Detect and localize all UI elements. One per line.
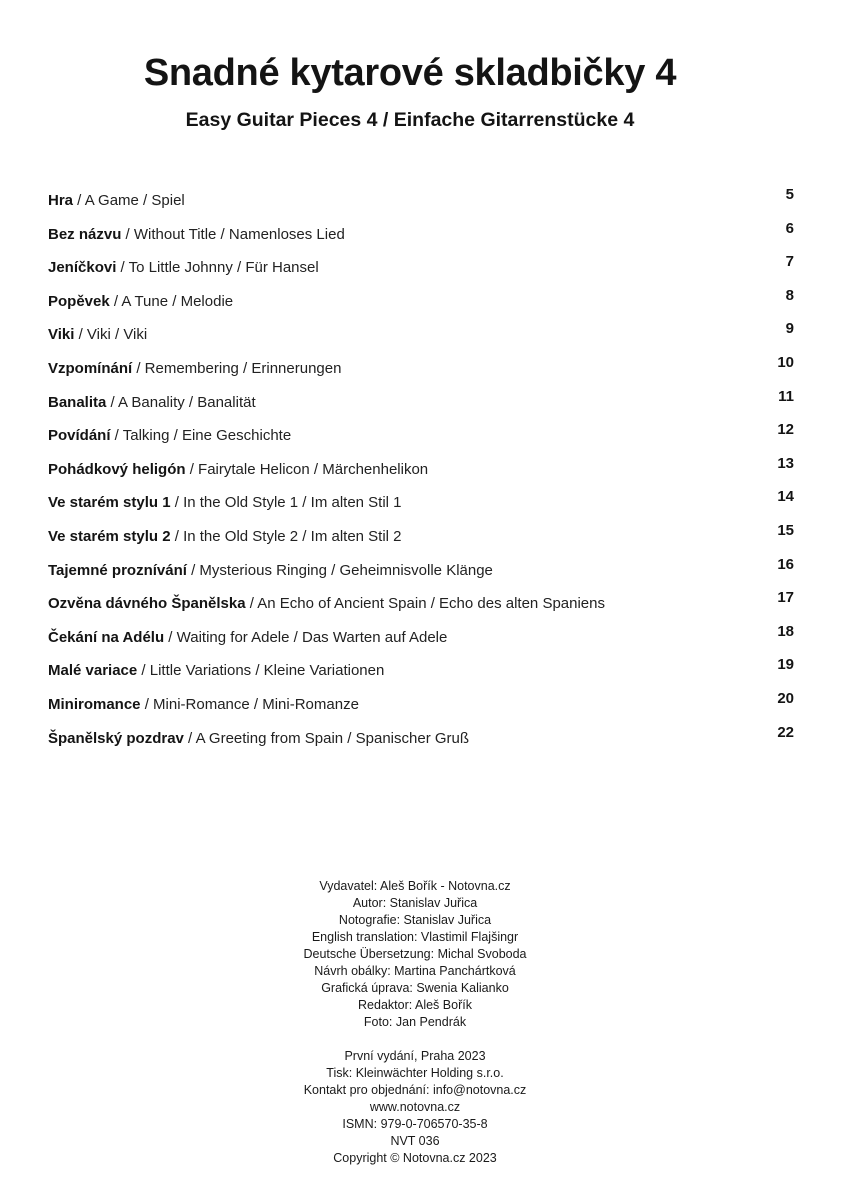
toc-title-translations: / Talking / Eine Geschichte	[110, 427, 292, 445]
table-of-contents	[48, 186, 794, 757]
toc-title-translations: / A Banality / Banalität	[106, 393, 256, 411]
toc-title-translations: / Fairytale Helicon / Märchenhelikon	[185, 460, 429, 478]
toc-title-cz: Ozvěna dávného Španělska	[48, 595, 246, 613]
toc-title-cz: Pohádkový heligón	[48, 460, 186, 478]
toc-title-translations: / Remembering / Erinnerungen	[132, 359, 342, 377]
toc-page-number: 16	[777, 555, 794, 573]
toc-title-cz: Čekání na Adélu	[48, 628, 165, 646]
toc-title-translations: / A Game / Spiel	[73, 192, 185, 209]
toc-page-number: 14	[777, 488, 794, 506]
toc-entry	[48, 556, 794, 590]
publication-line: Copyright © Notovna.cz 2023	[333, 1151, 497, 1165]
toc-page-number: 12	[777, 421, 794, 439]
page-title: Snadné kytarové skladbičky 4	[143, 52, 677, 94]
toc-title-translations: / Viki / Viki	[74, 326, 148, 344]
toc-title-translations: / In the Old Style 1 / Im alten Stil 1	[170, 494, 402, 512]
toc-page-number: 18	[777, 622, 794, 640]
credit-line: Notografie: Stanislav Juřica	[338, 913, 492, 927]
toc-page-number: 13	[777, 454, 794, 472]
toc-page-number: 17	[777, 589, 794, 607]
toc-entry	[48, 690, 794, 724]
toc-page-number: 22	[777, 723, 794, 741]
toc-title-cz: Jeníčkovi	[48, 259, 117, 277]
toc-title-translations: / A Tune / Melodie	[109, 292, 234, 310]
toc-page-number: 11	[778, 387, 794, 405]
toc-title-cz: Hra	[48, 192, 74, 209]
toc-entry	[48, 220, 794, 254]
toc-title-translations: / A Greeting from Spain / Spanischer Gruß	[183, 729, 470, 747]
toc-page-number: 19	[777, 656, 794, 674]
toc-title-translations: / In the Old Style 2 / Im alten Stil 2	[170, 527, 402, 545]
publication-line: www.notovna.cz	[369, 1100, 461, 1114]
toc-title-cz: Tajemné proznívání	[48, 561, 187, 579]
toc-title-translations: / Waiting for Adele / Das Warten auf Adele	[164, 628, 448, 646]
publication-line: Tisk: Kleinwächter Holding s.r.o.	[326, 1066, 504, 1080]
colophon	[0, 878, 830, 1167]
toc-page-number: 9	[785, 320, 794, 338]
credit-line: Autor: Stanislav Juřica	[352, 896, 478, 910]
toc-page-number: 15	[777, 521, 794, 539]
toc-entry	[48, 522, 794, 556]
credit-line: Foto: Jan Pendrák	[363, 1015, 467, 1029]
toc-title-translations: / Mini-Romance / Mini-Romanze	[140, 695, 359, 713]
toc-page-number: 6	[785, 219, 794, 237]
credit-line: Deutsche Übersetzung: Michal Svoboda	[303, 947, 527, 961]
toc-page-number: 10	[777, 353, 794, 371]
publication-line: První vydání, Praha 2023	[344, 1049, 486, 1063]
toc-title-cz: Viki	[48, 326, 75, 344]
toc-title-cz: Vzpomínání	[48, 359, 133, 377]
page-subtitle: Easy Guitar Pieces 4 / Einfache Gitarrenstücke 4	[185, 109, 635, 131]
toc-title-cz: Bez názvu	[48, 225, 122, 243]
credit-line: Grafická úprava: Swenia Kalianko	[321, 981, 509, 995]
credit-line: English translation: Vlastimil Flajšingr	[311, 930, 519, 944]
toc-entry	[48, 421, 794, 455]
toc-entry	[48, 388, 794, 422]
publication-line: NVT 036	[390, 1134, 440, 1148]
toc-entry	[48, 287, 794, 321]
credit-line: Návrh obálky: Martina Panchártková	[314, 964, 516, 978]
toc-page-number: 5	[785, 186, 794, 203]
toc-entry	[48, 589, 794, 623]
toc-title-cz: Ve starém stylu 1	[48, 494, 171, 512]
toc-title-cz: Španělský pozdrav	[48, 729, 184, 747]
toc-entry	[48, 186, 794, 220]
toc-title-cz: Banalita	[48, 393, 107, 411]
spacer	[0, 1031, 830, 1048]
toc-title-cz: Miniromance	[48, 695, 141, 713]
publication-line: Kontakt pro objednání: info@notovna.cz	[303, 1083, 527, 1097]
toc-title-cz: Malé variace	[48, 662, 138, 680]
toc-entry	[48, 623, 794, 657]
toc-entry	[48, 656, 794, 690]
toc-title-translations: / To Little Johnny / Für Hansel	[116, 259, 319, 277]
toc-title-translations: / Little Variations / Kleine Variationen	[137, 662, 385, 680]
toc-title-cz: Povídání	[48, 427, 111, 445]
toc-page-number: 8	[785, 286, 794, 304]
toc-entry	[48, 320, 794, 354]
publication-line: ISMN: 979-0-706570-35-8	[342, 1117, 488, 1131]
toc-entry	[48, 488, 794, 522]
credit-line: Redaktor: Aleš Bořík	[358, 998, 472, 1012]
toc-entry	[48, 354, 794, 388]
toc-title-cz: Ve starém stylu 2	[48, 527, 171, 545]
toc-title-translations: / Mysterious Ringing / Geheimnisvolle Klänge	[186, 561, 493, 579]
toc-title-cz: Popěvek	[48, 292, 110, 310]
toc-page-number: 7	[785, 253, 794, 271]
toc-entry	[48, 253, 794, 287]
credit-line: Vydavatel: Aleš Bořík - Notovna.cz	[319, 879, 511, 893]
toc-title-translations: / An Echo of Ancient Spain / Echo des alten Spaniens	[245, 595, 605, 613]
toc-page-number: 20	[777, 689, 794, 707]
toc-entry	[48, 455, 794, 489]
toc-entry	[48, 724, 794, 758]
toc-title-translations: / Without Title / Namenloses Lied	[121, 225, 345, 243]
